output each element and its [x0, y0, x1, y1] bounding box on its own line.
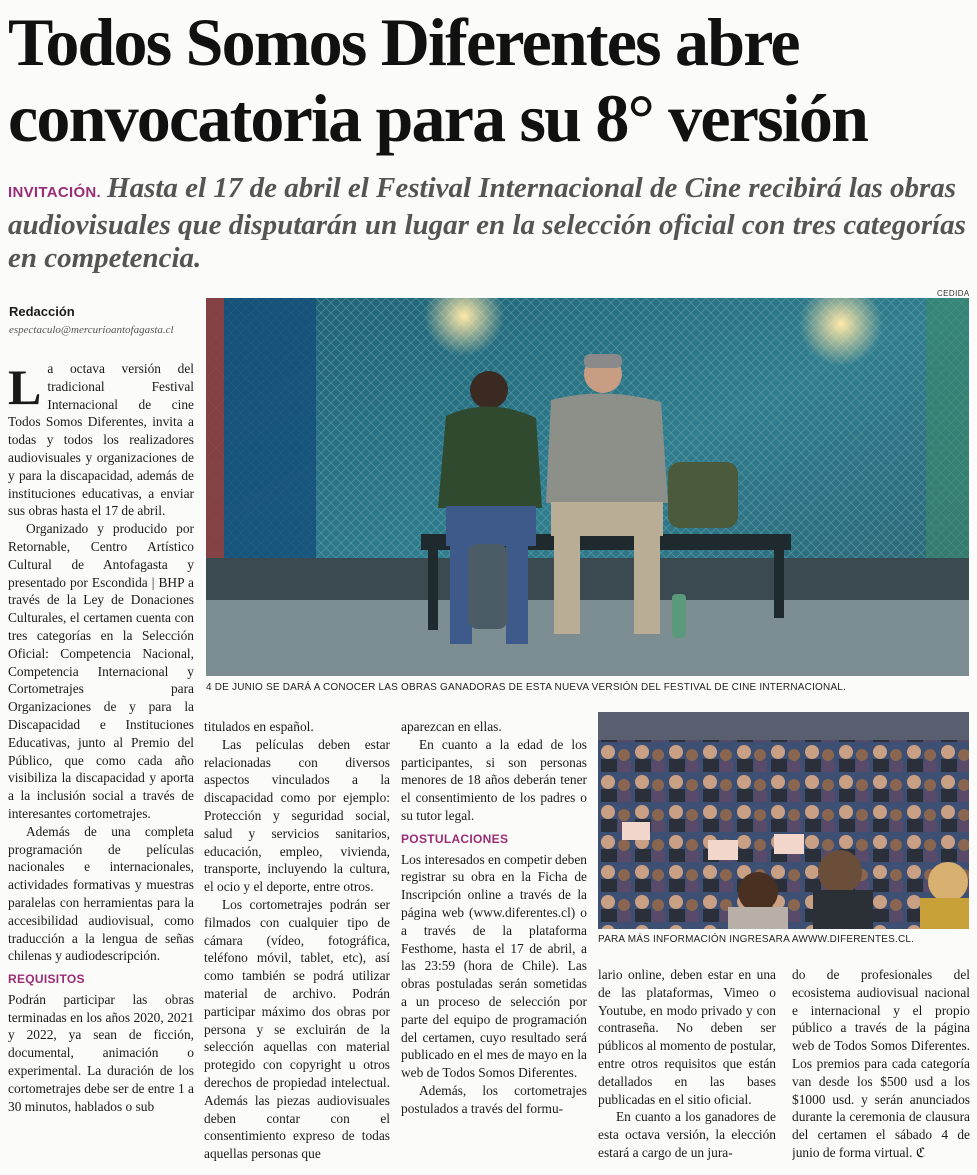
paragraph: lario online, deben estar en una de las plataformas, Vimeo o Youtube, en modo privado y con contraseña. No deben ser públicos al momento de postular, entre otros requisitos que están detallados en las bases publicadas en el sitio oficial. [598, 967, 776, 1107]
column-4 [598, 966, 776, 1172]
photo-credit: CEDIDA [937, 289, 970, 298]
paragraph: Los cortometrajes podrán ser filmados con cualquier tipo de cámara (vídeo, fotográfica, teléfono móvil, tablet, etc), así como también se podrá utilizar material de archivo. Podrán participar máximo dos obras por persona y se excluirán de la selección aquellas con material protegido con copyright u otros derechos de propiedad intelectual. Además las piezas audiovisuales deben contar con el consentimiento expreso de todas aquellas personas que [204, 896, 390, 1162]
headline: Todos Somos Diferentes abre convocatoria para su 8° versión [8, 4, 868, 156]
paragraph: titulados en español. [204, 719, 314, 734]
column-5 [792, 966, 970, 1172]
paragraph-text: do de profesionales del ecosistema audiovisual nacional e internacional y el propio público a través de la página web de Todos Somos Diferentes. Los premios para cada categoría van desde los $500 usd a los $1000 usd. y serán anunciados durante la ceremonia de clausura del certamen el sábado 4 de junio de forma virtual. [792, 967, 970, 1160]
lead-text: Hasta el 17 de abril el Festival Internacional de Cine recibirá las obras audiovisuales que disputarán un lugar en la selección oficial con tres categorías en competencia. [8, 172, 966, 274]
paragraph: En cuanto a los ganadores de esta octava versión, la elección estará a cargo de un jura- [598, 1109, 776, 1160]
kicker: INVITACIÓN. [8, 184, 102, 201]
column-1 [8, 360, 194, 1172]
end-mark-icon: ℭ [915, 1144, 926, 1160]
lead-paragraph [8, 172, 970, 275]
audience-photo [598, 712, 969, 929]
byline: Redacción [9, 304, 75, 319]
subheading-requisitos: REQUISITOS [8, 972, 85, 987]
paragraph: Además de una completa programación de películas nacionales e internacionales, actividades formativas y muestras paralelas con herramientas para la accesibilidad audiovisual, como traducción a la lengua de señas chilenas y audiodescripción. [8, 823, 194, 964]
paragraph: En cuanto a la edad de los participantes, si son personas menores de 18 años deberán tener el consentimiento de los padres o su tutor legal. [401, 736, 587, 823]
column-3 [401, 718, 587, 1172]
paragraph [8, 360, 194, 520]
main-photo-caption: 4 DE JUNIO SE DARÁ A CONOCER LAS OBRAS GANADORAS DE ESTA NUEVA VERSIÓN DEL FESTIVAL DE CINE INTERNACIONAL. [206, 682, 847, 693]
main-photo [206, 298, 969, 676]
drop-cap: L [8, 360, 42, 415]
audience-photo-illustration [598, 712, 969, 929]
subheading-postulaciones: POSTULACIONES [401, 831, 509, 846]
main-photo-illustration [206, 298, 969, 676]
author-email[interactable]: espectaculo@mercurioantofagasta.cl [9, 324, 174, 336]
paragraph-text: a octava versión del tradicional Festival Internacional de cine Todos Somos Diferentes, invita a todas y todos los realizadores audiovisuales y organizaciones de y para la discapacidad, además de instituciones educativas, a enviar sus obras hasta el 17 de abril. [8, 361, 194, 519]
paragraph: Las películas deben estar relacionadas con diversos aspectos vinculados a la discapacidad como por ejemplo: Protección y seguridad social, salud y servicios sanitarios, educación, empleo, vivienda, transporte, incluyendo la cultura, el ocio y el deporte, entre otros. [204, 736, 390, 895]
paragraph: aparezcan en ellas. [401, 719, 502, 734]
paragraph: Organizado y producido por Retornable, Centro Artístico Cultural de Antofagasta y presentado por Escondida | BHP a través de la Ley de Donaciones Culturales, el certamen cuenta con tres categorías en la Selección Oficial: Competencia Nacional, Competencia Internacional y Cortometrajes para Organizaciones de y para la Discapacidad e Instituciones Educativas, junto al Premio del Público, que como cada año visibiliza la discapacidad y aporta a la inclusión social a través de interesantes cortometrajes. [8, 521, 194, 821]
audience-photo-caption: PARA MÁS INFORMACIÓN INGRESARA AWWW.DIFERENTES.CL. [598, 934, 915, 945]
paragraph: Podrán participar las obras terminadas en los años 2020, 2021 y 2022, ya sean de ficción, documental, animación o experimental. La duración de los cortometrajes debe ser de entre 1 a 30 minutos, hablados o sub [8, 991, 194, 1114]
paragraph: Además, los cortometrajes postulados a través del formu- [401, 1082, 587, 1116]
column-2 [204, 718, 390, 1172]
paragraph: Los interesados en competir deben registrar su obra en la Ficha de Inscripción online a través de la página web (www.diferentes.cl) o a través de la plataforma Festhome, hasta el 17 de abril, a las 23:59 (hora de Chile). Las obras postuladas serán sometidas a un proceso de selección por parte del equipo de programación del certamen, cuyo resultado será publicado en el mes de mayo en la web de Todos Somos Diferentes. [401, 851, 587, 1081]
paragraph [792, 966, 970, 1162]
